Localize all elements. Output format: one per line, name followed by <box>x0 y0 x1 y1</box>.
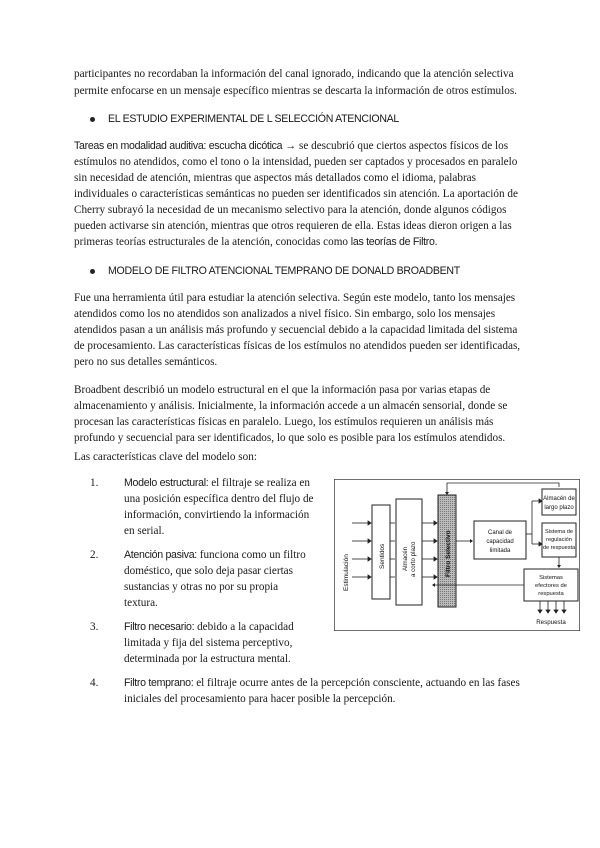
section2-title: MODELO DE FILTRO ATENCIONAL TEMPRANO DE DONALD BROADBENT <box>108 265 460 277</box>
bullet-icon <box>90 269 95 274</box>
section2-paragraph-3: Las características clave del modelo son: <box>74 451 257 463</box>
svg-text:Almacén de: Almacén de <box>543 496 575 502</box>
section2-heading <box>90 265 526 277</box>
svg-text:regulación: regulación <box>546 537 572 543</box>
sentidos-label: Sentidos <box>379 543 386 569</box>
svg-text:efectores de: efectores de <box>535 583 567 589</box>
respuesta-label: Respuesta <box>536 619 566 626</box>
svg-text:Sistemas: Sistemas <box>539 575 563 581</box>
document-page <box>74 66 576 707</box>
short-term-store-box <box>396 499 422 605</box>
long-term-store-box <box>542 489 576 515</box>
list-item: 4. Filtro temprano: el filtraje ocurre antes de la percepción consciente, actuando en las fases iniciales del procesamiento para hacer posible la percepción. <box>90 677 520 705</box>
bullet-icon <box>90 117 95 122</box>
key-features-list <box>74 475 576 707</box>
list-item: 1. Modelo estructural: el filtraje se realiza en una posición específica dentro del flujo de información, convirtiendo la información en serial. <box>90 477 314 537</box>
intro-paragraph: participantes no recordaban la información del canal ignorado, indicando que la atención selectiva permite enfocarse en un mensaje específico mientras se descarta la información de otros estímulos. <box>74 68 517 97</box>
svg-text:limitada: limitada <box>489 548 511 554</box>
filtro-label: Filtro Selectivo <box>445 530 452 577</box>
section1-body: se descubrió que ciertos aspectos físicos de los estímulos no atendidos, como el tono o la intensidad, pueden ser captados y procesados en paralelo sin necesidad de atención, mientras que aspectos más detallados como el idioma, palabras individuales o características semánticas no pueden ser identificados sin atención. La aportación de Cherry subrayó la necesidad de un mecanismo selectivo para la atención, donde algunos códigos pueden activarse sin atención, mientras que otros requieren de ella. Estas ideas dieron origen a las primeras teorías estructurales de la atención, conocidas como <box>74 140 518 248</box>
section1-tail: las teorías de Filtro. <box>350 236 438 248</box>
section1-paragraph <box>74 138 526 250</box>
arrow-icon: → <box>285 140 297 152</box>
almacen-label-1: Almacén <box>402 546 409 571</box>
section1-title: EL ESTUDIO EXPERIMENTAL DE L SELECCIÓN ATENCIONAL <box>108 113 400 125</box>
svg-text:Canal de: Canal de <box>487 530 513 536</box>
svg-text:respuesta: respuesta <box>538 591 564 597</box>
svg-text:capacidad: capacidad <box>486 539 514 545</box>
section1-lead: Tareas en modalidad auditiva: escucha dicótica <box>74 140 283 152</box>
almacen-label-2: a corto plazo <box>410 541 417 577</box>
list-item: 3. Filtro necesario: debido a la capacidad limitada y fija del sistema perceptivo, determinada por la estructura mental. <box>90 621 294 665</box>
svg-text:Sistema de: Sistema de <box>545 529 573 535</box>
estimulacion-label: Estimulación <box>343 554 350 591</box>
section2-paragraph-2: Broadbent describió un modelo estructural en el que la información pasa por varias etapas de almacenamiento y análisis. Inicialmente, la información accede a un almacén sensorial, donde se procesan las características físicas en paralelo. Luego, los estímulos requieren un análisis más profundo y secuencial para ser identificados, lo que solo es posible para los estímulos atendidos. <box>74 384 508 444</box>
section2-paragraph-1: Fue una herramienta útil para estudiar la atención selectiva. Según este modelo, tanto los mensajes atendidos como los no atendidos son analizados a nivel físico. Sin embargo, solo los mensajes atendidos pasan a un análisis más profundo y secuencial debido a la capacidad limitada del sistema de procesamiento. Las características físicas de los estímulos no atendidos pueden ser identificadas, pero no sus detalles semánticos. <box>74 292 521 368</box>
svg-text:de respuesta: de respuesta <box>542 545 576 551</box>
section1-heading <box>90 113 526 125</box>
svg-text:largo plazo: largo plazo <box>544 505 574 511</box>
list-item: 2. Atención pasiva: funciona como un filtro doméstico, que solo deja pasar ciertas sustancias y otras no por su propia textura. <box>90 549 306 609</box>
broadbent-diagram <box>334 479 580 631</box>
